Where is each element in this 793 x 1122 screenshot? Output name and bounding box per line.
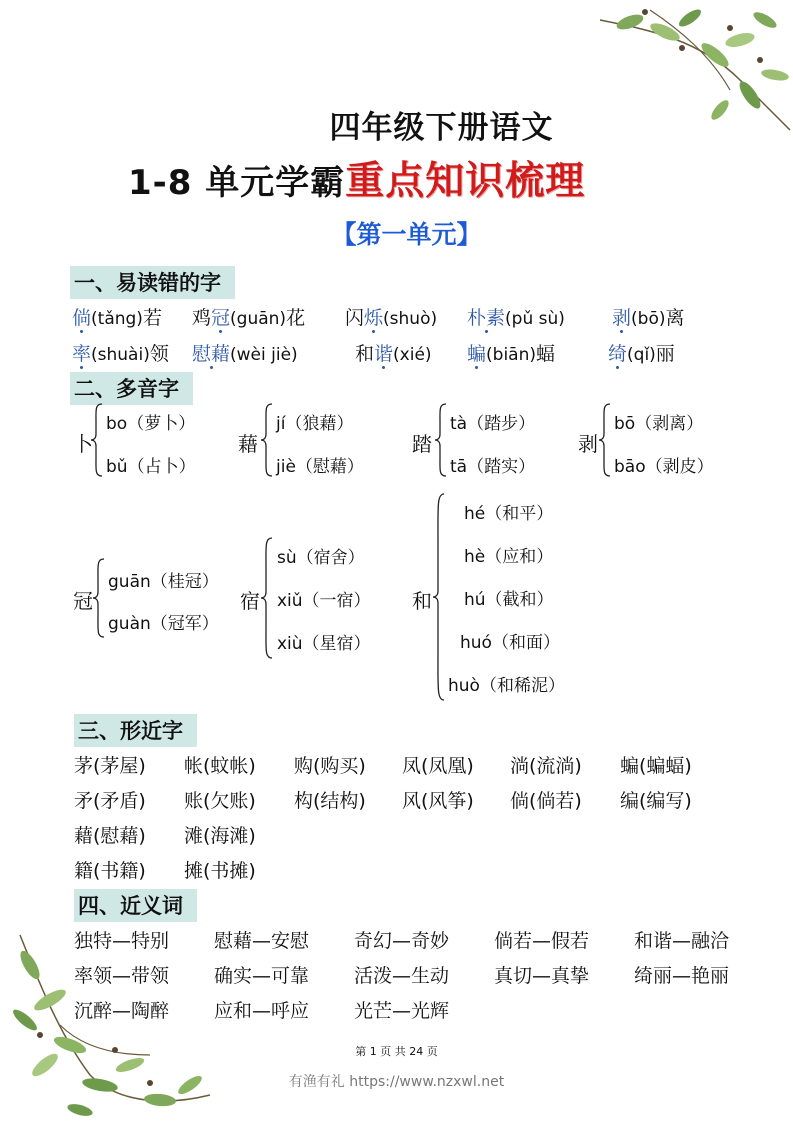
polyphone-reading: hé（和平） xyxy=(464,504,554,524)
brace-icon xyxy=(432,492,446,702)
polyphone-reading: hè（应和） xyxy=(464,547,554,567)
synonym-pair: 奇幻—奇妙 xyxy=(354,930,450,952)
synonym-pair: 沉醉—陶醉 xyxy=(74,1000,170,1022)
similar-char-item: 摊(书摊) xyxy=(184,860,256,882)
polyphone-reading: bǔ（占卜） xyxy=(106,457,196,477)
brace-icon xyxy=(434,402,448,478)
word-item: 倘(tǎng)若 xyxy=(72,307,162,329)
section-heading-misread-chars: 一、易读错的字 xyxy=(70,266,235,299)
similar-char-item: 矛(矛盾) xyxy=(74,790,146,812)
word-item: 率(shuài)领 xyxy=(72,343,169,365)
polyphone-char: 和 xyxy=(412,589,432,613)
brace-icon xyxy=(92,557,106,639)
word-item: 鸡冠(guān)花 xyxy=(192,307,306,329)
brace-icon xyxy=(260,536,274,660)
synonym-pair: 绮丽—艳丽 xyxy=(634,965,730,987)
page-number: 第 1 页 共 24 页 xyxy=(355,1045,438,1058)
similar-char-item: 滩(海滩) xyxy=(184,825,256,847)
similar-char-item: 藉(慰藉) xyxy=(74,825,146,847)
brace-icon xyxy=(90,402,104,478)
polyphone-char: 踏 xyxy=(412,432,432,456)
polyphone-char: 藉 xyxy=(238,432,258,456)
synonym-pair: 独特—特别 xyxy=(74,930,170,952)
similar-char-item: 购(购买) xyxy=(294,755,366,777)
brace-icon xyxy=(598,402,612,478)
polyphone-reading: bo（萝卜） xyxy=(106,414,196,434)
synonym-pair: 倘若—假若 xyxy=(494,930,590,952)
polyphone-reading: huó（和面） xyxy=(460,633,560,653)
synonym-pair: 确实—可靠 xyxy=(214,965,310,987)
synonym-pair: 慰藉—安慰 xyxy=(214,930,310,952)
subtitle-highlight: 重点知识梳理 xyxy=(345,159,586,204)
similar-char-item: 帐(蚊帐) xyxy=(184,755,256,777)
word-item: 蝙(biān)蝠 xyxy=(467,343,556,365)
synonym-pair: 和谐—融洽 xyxy=(634,930,730,952)
polyphone-char: 剥 xyxy=(578,432,598,456)
polyphone-reading: tā（踏实） xyxy=(450,457,536,477)
polyphone-reading: bāo（剥皮） xyxy=(614,457,714,477)
brace-icon xyxy=(260,402,274,478)
similar-char-item: 淌(流淌) xyxy=(510,755,582,777)
similar-char-item: 账(欠账) xyxy=(184,790,256,812)
synonym-pair: 真切—真挚 xyxy=(494,965,590,987)
polyphone-reading: sù（宿舍） xyxy=(277,548,365,568)
word-item: 慰藉(wèi jiè) xyxy=(192,343,298,365)
leaf-branch-bottom-left-icon xyxy=(0,925,215,1122)
polyphone-reading: jiè（慰藉） xyxy=(276,457,364,477)
word-item: 和谐(xié) xyxy=(355,343,432,365)
word-item: 剥(bō)离 xyxy=(612,307,685,329)
section-heading-synonyms: 四、近义词 xyxy=(74,889,197,922)
polyphone-reading: guàn（冠军） xyxy=(108,614,219,634)
polyphone-reading: xiù（星宿） xyxy=(277,634,371,654)
polyphone-reading: jí（狼藉） xyxy=(276,414,354,434)
similar-char-item: 凤(凤凰) xyxy=(402,755,474,777)
synonym-pair: 率领—带领 xyxy=(74,965,170,987)
page-title: 四年级下册语文 xyxy=(329,110,554,146)
polyphone-char: 卜 xyxy=(73,432,93,456)
polyphone-char: 冠 xyxy=(73,589,93,613)
source-watermark: 有渔有礼 https://www.nzxwl.net xyxy=(288,1074,505,1090)
similar-char-item: 倘(倘若) xyxy=(510,790,582,812)
page-subtitle xyxy=(128,150,585,206)
synonym-pair: 应和—呼应 xyxy=(214,1000,310,1022)
synonym-pair: 光芒—光辉 xyxy=(354,1000,450,1022)
similar-char-item: 茅(茅屋) xyxy=(74,755,146,777)
synonym-pair: 活泼—生动 xyxy=(354,965,450,987)
section-heading-similar-chars: 三、形近字 xyxy=(74,714,197,747)
polyphone-char: 宿 xyxy=(240,589,260,613)
polyphone-reading: guān（桂冠） xyxy=(108,572,219,592)
similar-char-item: 蝙(蝙蝠) xyxy=(620,755,692,777)
similar-char-item: 籍(书籍) xyxy=(74,860,146,882)
similar-char-item: 编(编写) xyxy=(620,790,692,812)
unit-heading: 【第一单元】 xyxy=(331,220,482,249)
polyphone-reading: huò（和稀泥） xyxy=(448,676,565,696)
similar-char-item: 构(结构) xyxy=(294,790,366,812)
similar-char-item: 风(风筝) xyxy=(402,790,474,812)
polyphone-reading: bō（剥离） xyxy=(614,414,704,434)
section-heading-polyphones: 二、多音字 xyxy=(70,372,193,405)
subtitle-prefix: 1-8 单元学霸 xyxy=(128,163,346,203)
polyphone-reading: xiǔ（一宿） xyxy=(277,591,371,611)
word-item: 朴素(pǔ sù) xyxy=(467,307,565,329)
polyphone-reading: hú（截和） xyxy=(464,590,554,610)
word-item: 绮(qǐ)丽 xyxy=(608,343,675,365)
word-item: 闪烁(shuò) xyxy=(345,307,438,329)
polyphone-reading: tà（踏步） xyxy=(450,414,536,434)
